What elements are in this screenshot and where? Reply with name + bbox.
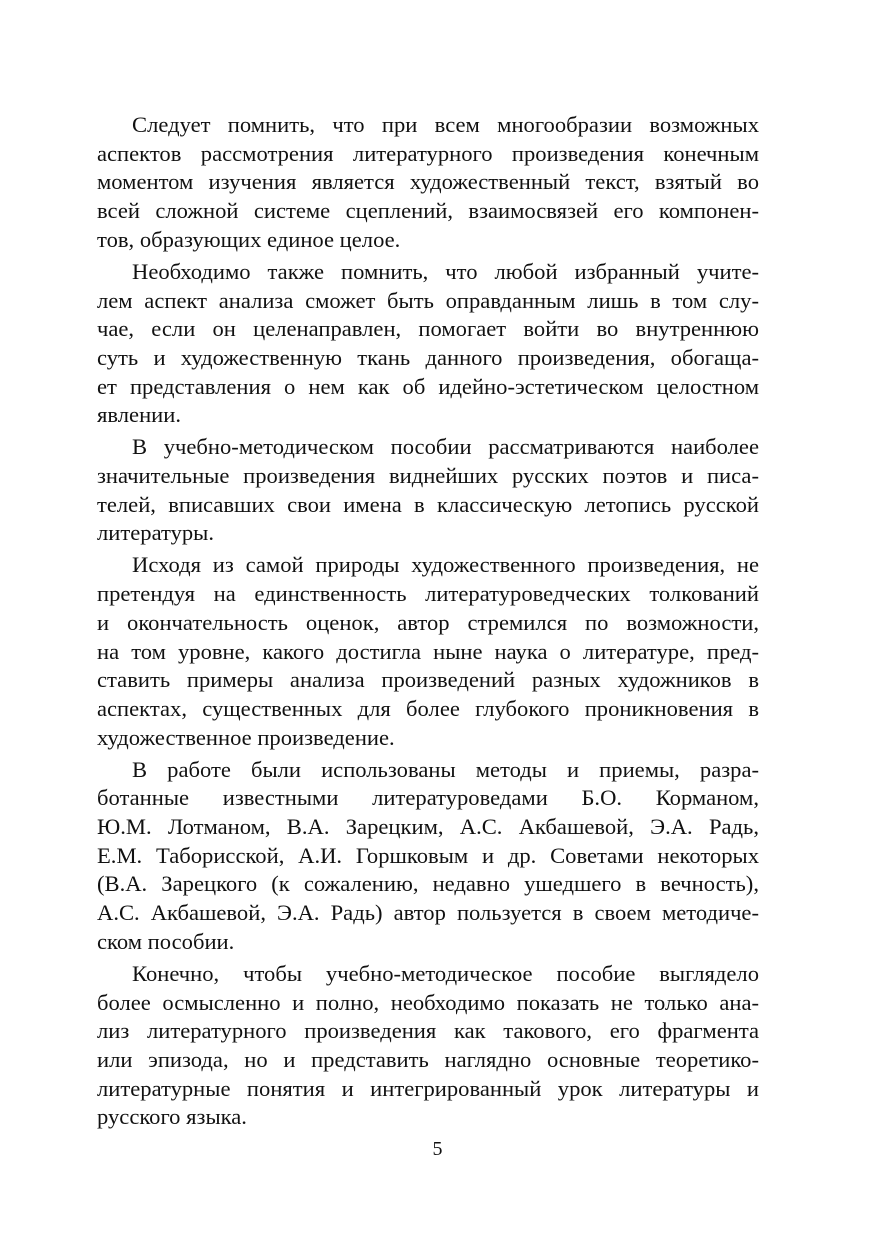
text-line: А.С. Акбашевой, Э.А. Радь) автор пользуется в своем методиче- [97, 900, 759, 926]
paragraph-4 [97, 551, 759, 752]
text-line: чае, если он целенаправлен, помогает войти во внутреннюю [97, 316, 759, 342]
text-line: Конечно, чтобы учебно-методическое пособие выглядело [132, 960, 759, 986]
text-line: суть и художественную ткань данного произведения, обогаща- [97, 344, 759, 370]
text-line: лиз литературного произведения как такового, его фрагмента [97, 1018, 759, 1044]
text-line: Исходя из самой природы художественного произведения, не [132, 552, 759, 578]
body-text [97, 111, 759, 1132]
text-line: тов, образующих единое целое. [97, 226, 401, 252]
text-line: ском пособии. [97, 928, 235, 954]
text-line: на том уровне, какого достигла ныне наука о литературе, пред- [97, 638, 759, 664]
text-line: Ю.М. Лотманом, В.А. Зарецким, А.С. Акбашевой, Э.А. Радь, [97, 814, 759, 840]
text-line: литературные понятия и интегрированный урок литературы и [97, 1075, 759, 1101]
paragraph-2 [97, 258, 759, 430]
text-line: и окончательность оценок, автор стремился по возможности, [97, 609, 759, 635]
text-line: более осмысленно и полно, необходимо показать не только ана- [97, 989, 759, 1015]
text-line: литературы. [97, 520, 215, 546]
text-line: телей, вписавших свои имена в классическую летопись русской [97, 491, 759, 517]
text-line: Следует помнить, что при всем многообразии возможных [132, 112, 759, 137]
text-line: художественное произведение. [97, 724, 395, 750]
text-line: В учебно-методическом пособии рассматриваются наиболее [132, 434, 759, 460]
text-line: (В.А. Зарецкого (к сожалению, недавно ушедшего в вечность), [97, 871, 759, 897]
text-line: или эпизода, но и представить наглядно основные теоретико- [97, 1046, 759, 1072]
text-line: всей сложной системе сцеплений, взаимосвязей его компонен- [97, 198, 759, 224]
text-line: Необходимо также помнить, что любой избранный учите- [132, 258, 759, 284]
paragraph-1 [97, 111, 759, 254]
text-line: аспектов рассмотрения литературного произведения конечным [97, 140, 759, 166]
paragraph-5 [97, 756, 759, 957]
text-line: аспектах, существенных для более глубокого проникновения в [97, 695, 759, 721]
paragraph-3 [97, 433, 759, 548]
text-line: значительные произведения виднейших русских поэтов и писа- [97, 463, 759, 489]
text-line: лем аспект анализа сможет быть оправданным лишь в том слу- [97, 287, 759, 313]
text-line: явлении. [97, 402, 181, 428]
text-line: Е.М. Таборисской, А.И. Горшковым и др. Советами некоторых [97, 842, 759, 868]
page-number: 5 [432, 1138, 443, 1160]
paragraph-6 [97, 960, 759, 1132]
text-line: русского языка. [97, 1104, 247, 1130]
text-line: В работе были использованы методы и приемы, разра- [132, 756, 759, 782]
text-line: претендуя на единственность литературоведческих толкований [97, 581, 759, 607]
text-line: моментом изучения является художественный текст, взятый во [97, 169, 759, 195]
text-line: ставить примеры анализа произведений разных художников в [97, 667, 759, 693]
text-line: ботанные известными литературоведами Б.О. Корманом, [97, 785, 759, 811]
text-line: ет представления о нем как об идейно-эстетическом целостном [97, 373, 759, 399]
